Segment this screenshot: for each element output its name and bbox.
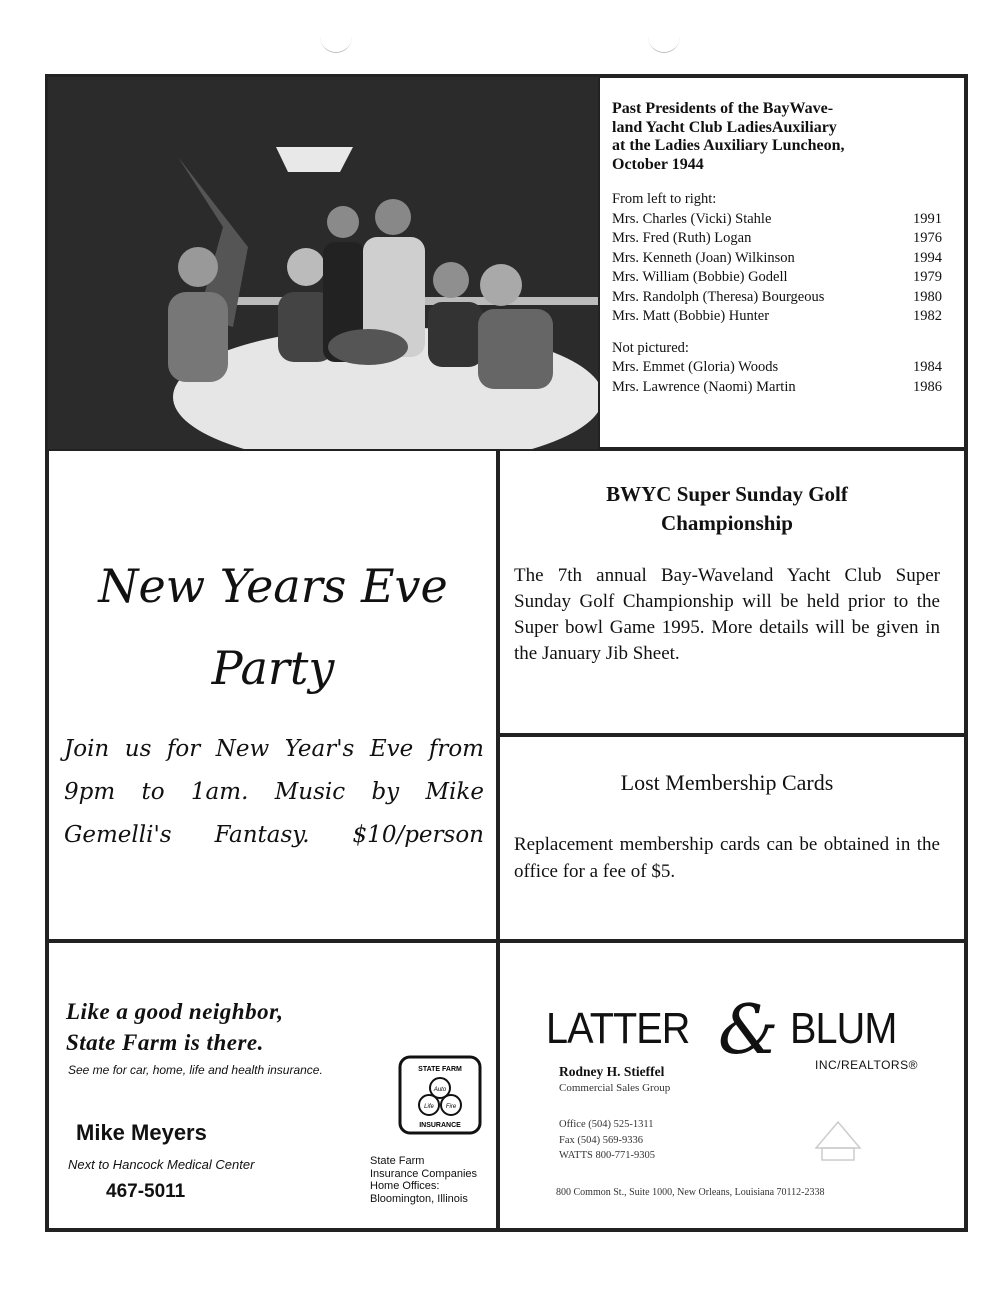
party-line <box>64 728 484 771</box>
party-line <box>64 771 484 814</box>
golf-title-line: Championship <box>661 511 793 535</box>
caption-title-line: October 1944 <box>612 155 704 173</box>
person-name: Mrs. Lawrence (Naomi) Martin <box>612 378 796 395</box>
person-name: Mrs. Charles (Vicki) Stahle <box>612 210 772 227</box>
agent-name: Mike Meyers <box>76 1120 207 1145</box>
agent-location: Next to Hancock Medical Center <box>68 1157 255 1172</box>
person-name: Mrs. Fred (Ruth) Logan <box>612 230 752 246</box>
person-name: Mrs. William (Bobbie) Godell <box>612 269 788 285</box>
party-word: Gemelli's <box>64 822 172 848</box>
party-title <box>48 545 498 709</box>
realtor-emblem-icon <box>808 1118 868 1168</box>
person-name: Mrs. Matt (Bobbie) Hunter <box>612 308 770 324</box>
party-word: 1am. <box>190 779 249 805</box>
punch-hole-right <box>648 32 680 53</box>
slogan-line: State Farm is there. <box>66 1030 264 1055</box>
person-year: 1991 <box>913 210 942 227</box>
party-word: Fantasy. <box>214 822 310 848</box>
state-farm-logo <box>398 1055 482 1135</box>
person-year: 1976 <box>913 230 942 246</box>
photo-caption <box>612 100 942 397</box>
person-year: 1979 <box>913 269 942 285</box>
party-word: Join <box>64 736 110 762</box>
party-word: for <box>166 736 201 762</box>
company-line: Home Offices: <box>370 1180 440 1192</box>
party-word: to <box>141 779 165 805</box>
golf-body: The 7th annual Bay-Waveland Yacht Club Super Sunday Golf Championship will be held prior to the Super bowl Game 1995. More details will be given in the January Jib Sheet. <box>514 565 940 664</box>
contact-line: Fax (504) 569-9336 <box>559 1134 643 1146</box>
caption-person-row <box>612 210 942 230</box>
caption-person-row <box>612 249 942 269</box>
person-year: 1986 <box>913 378 942 395</box>
person-name: Mrs. Emmet (Gloria) Woods <box>612 359 779 375</box>
divider-bottom-row <box>45 939 968 943</box>
person-name: Mrs. Kenneth (Joan) Wilkinson <box>612 249 795 266</box>
party-line <box>64 814 484 857</box>
state-farm-slogan <box>66 996 284 1058</box>
caption-title <box>612 100 942 174</box>
caption-title-line: at the Ladies Auxiliary Luncheon, <box>612 137 845 154</box>
latter-blum-brand-sub: INC/REALTORS® <box>815 1058 918 1072</box>
caption-person-row <box>612 288 942 308</box>
realtor-contact <box>559 1117 655 1164</box>
party-word: Year's <box>284 736 355 762</box>
contact-line: WATTS 800-771-9305 <box>559 1150 655 1161</box>
person-year: 1994 <box>913 249 942 266</box>
contact-line: Office (504) 525-1311 <box>559 1119 654 1130</box>
luncheon-photo <box>48 77 598 449</box>
caption-title-line: Past Presidents of the BayWave- <box>612 100 834 117</box>
party-title-line: Party <box>211 641 335 695</box>
party-title-line: New Years Eve <box>98 559 448 613</box>
slogan-line: Like a good neighbor, <box>66 999 284 1024</box>
divider-right-middle <box>498 733 968 737</box>
caption-person-row <box>612 378 942 398</box>
caption-title-line: land Yacht Club LadiesAuxiliary <box>612 118 837 136</box>
person-name: Mrs. Randolph (Theresa) Bourgeous <box>612 288 825 305</box>
state-farm-tagline: See me for car, home, life and health insurance. <box>68 1063 323 1077</box>
party-word: $10/person <box>352 822 484 848</box>
party-word: Eve <box>369 736 414 762</box>
caption-person-row <box>612 229 942 249</box>
company-line: Insurance Companies <box>370 1167 478 1180</box>
company-line: State Farm <box>370 1155 425 1167</box>
logo-top-text: STATE FARM <box>418 1066 462 1073</box>
caption-person-row <box>612 268 942 288</box>
caption-person-row <box>612 358 942 378</box>
logo-word: Fire <box>445 1104 457 1110</box>
lost-cards-body: Replacement membership cards can be obtained in the office for a fee of $5. <box>514 834 940 882</box>
latter-blum-brand-right: BLUM <box>790 1004 897 1053</box>
logo-bottom-text: INSURANCE <box>419 1122 461 1129</box>
lost-cards-title: Lost Membership Cards <box>620 770 834 795</box>
party-word: 9pm <box>64 779 116 805</box>
realtor-address: 800 Common St., Suite 1000, New Orleans, Louisiana 70112-2338 <box>556 1187 825 1198</box>
golf-title-line: BWYC Super Sunday Golf <box>606 482 848 506</box>
party-word: by <box>371 779 400 805</box>
state-farm-company-info <box>370 1155 477 1205</box>
party-details <box>64 728 484 857</box>
punch-hole-left <box>320 32 352 53</box>
realtor-group: Commercial Sales Group <box>559 1082 671 1094</box>
latter-blum-brand-left: LATTER <box>546 1004 690 1053</box>
agent-phone: 467-5011 <box>106 1181 186 1202</box>
caption-person-row <box>612 307 942 327</box>
logo-word: Auto <box>433 1087 447 1093</box>
party-word: New <box>215 736 270 762</box>
company-line: Bloomington, Illinois <box>370 1192 468 1205</box>
party-word: from <box>428 736 484 762</box>
person-year: 1980 <box>913 288 942 305</box>
realtor-agent-name: Rodney H. Stieffel <box>559 1064 665 1079</box>
not-pictured-label: Not pictured: <box>612 339 689 356</box>
party-word: us <box>124 736 152 762</box>
person-year: 1984 <box>913 359 942 375</box>
logo-word: Life <box>424 1104 434 1110</box>
golf-title <box>512 480 942 538</box>
party-word: Music <box>274 779 346 805</box>
party-word: Mike <box>425 779 484 805</box>
person-year: 1982 <box>913 308 942 324</box>
latter-blum-ampersand: & <box>718 991 779 1070</box>
caption-intro: From left to right: <box>612 191 717 207</box>
